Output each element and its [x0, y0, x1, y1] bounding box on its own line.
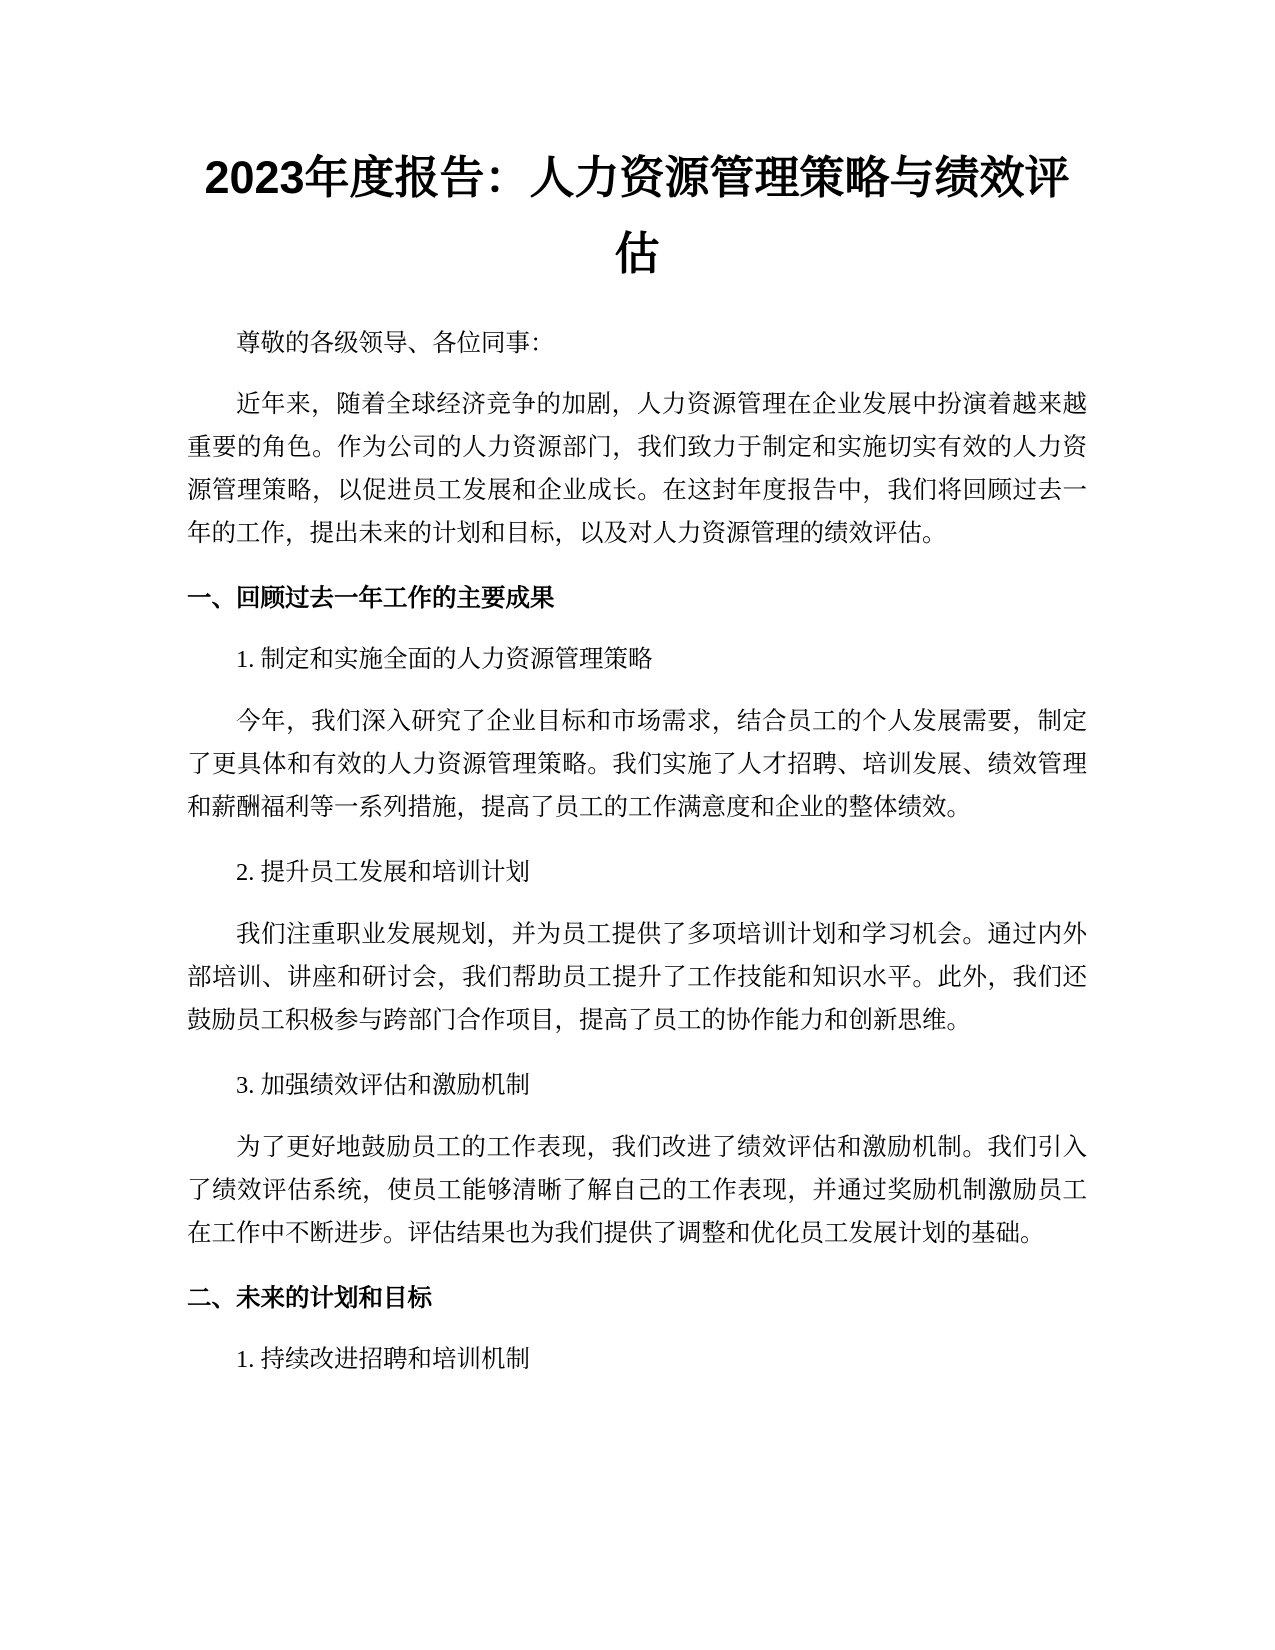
section-heading: 二、未来的计划和目标	[187, 1285, 432, 1312]
section-review	[187, 577, 1087, 1255]
intro-paragraph: 近年来，随着全球经济竞争的加剧，人力资源管理在企业发展中扮演着越来越重要的角色。作为公司的人力资源部门，我们致力于制定和实施切实有效的人力资源管理策略，以促进员工发展和企业成长。在这封年度报告中，我们将回顾过去一年的工作，提出未来的计划和目标，以及对人力资源管理的绩效评估。	[187, 391, 1087, 547]
item-body: 今年，我们深入研究了企业目标和市场需求，结合员工的个人发展需要，制定了更具体和有效的人力资源管理策略。我们实施了人才招聘、培训发展、绩效管理和薪酬福利等一系列措施，提高了员工的工作满意度和企业的整体绩效。	[187, 708, 1087, 821]
item-title: 1. 制定和实施全面的人力资源管理策略	[236, 646, 653, 673]
item-body: 为了更好地鼓励员工的工作表现，我们改进了绩效评估和激励机制。我们引入了绩效评估系统，使员工能够清晰了解自己的工作表现，并通过奖励机制激励员工在工作中不断进步。评估结果也为我们提供了调整和优化员工发展计划的基础。	[187, 1134, 1087, 1247]
section-future	[187, 1277, 1087, 1381]
document-title: 2023年度报告：人力资源管理策略与绩效评估	[204, 152, 1070, 279]
section-heading: 一、回顾过去一年工作的主要成果	[187, 585, 555, 612]
document-body	[187, 140, 1087, 1400]
item-title: 3. 加强绩效评估和激励机制	[236, 1072, 530, 1099]
item-body: 我们注重职业发展规划，并为员工提供了多项培训计划和学习机会。通过内外部培训、讲座和研讨会，我们帮助员工提升了工作技能和知识水平。此外，我们还鼓励员工积极参与跨部门合作项目，提高了员工的协作能力和创新思维。	[187, 921, 1087, 1034]
greeting: 尊敬的各级领导、各位同事：	[236, 330, 555, 357]
item-title: 2. 提升员工发展和培训计划	[236, 859, 530, 886]
item-title: 1. 持续改进招聘和培训机制	[236, 1346, 530, 1373]
